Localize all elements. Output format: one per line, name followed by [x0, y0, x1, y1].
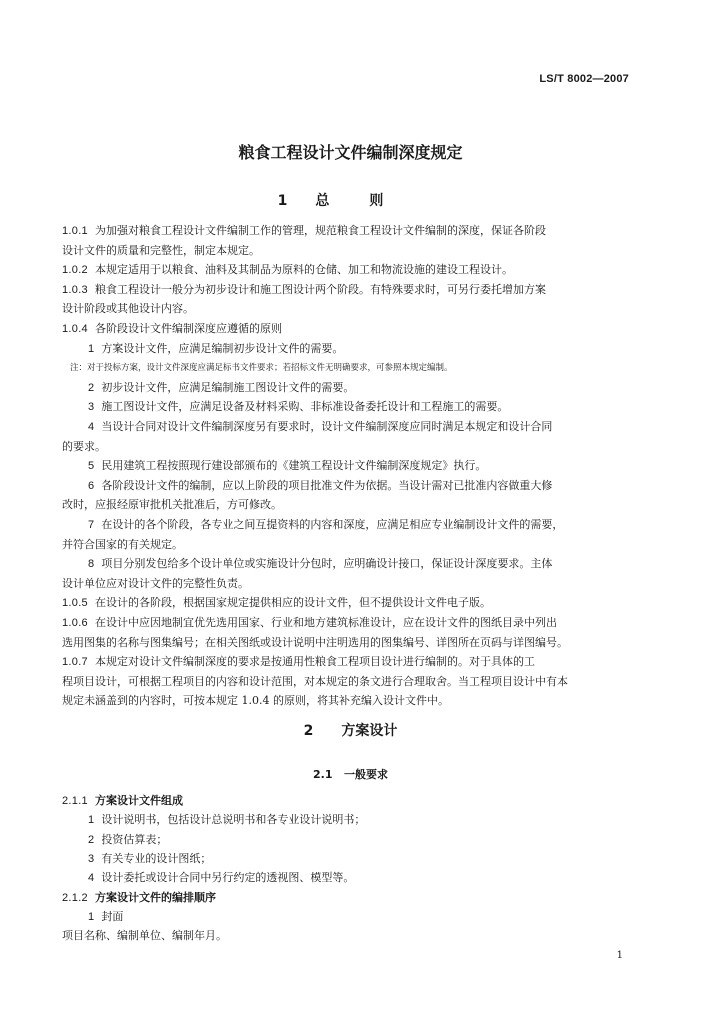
- clause-number: 4: [88, 421, 95, 433]
- note-line: [70, 361, 453, 375]
- clause-number: 1.0.3: [62, 283, 88, 296]
- clause-text: 设计单位应对设计文件的完整性负责。: [62, 576, 249, 590]
- clause-number: 2: [88, 833, 95, 846]
- clause-text: 初步设计文件，应满足编制施工图设计文件的需要。: [101, 380, 355, 394]
- clause-number: 1.0.6: [62, 617, 88, 629]
- clause-text: 规定未涵盖到的内容时，可按本规定 1.0.4 的原则，将其补充编入设计文件中。: [62, 694, 449, 708]
- clause-line: [88, 557, 640, 571]
- clause-text: 改时，应报经原审批机关批准后，方可修改。: [62, 498, 282, 512]
- clause-text: 本规定对设计文件编制深度的要求是按通用性粮食工程项目设计进行编制的。对于具体的工: [94, 655, 535, 669]
- clause-number: 3: [88, 852, 95, 865]
- continuation-line: [62, 302, 640, 316]
- clause-text: 粮食工程设计一般分为初步设计和施工图设计两个阶段。有特殊要求时，可另行委托增加方案: [94, 282, 546, 296]
- clause-text: 项目名称、编制单位、编制年月。: [62, 929, 227, 943]
- clause-number: 1: [88, 910, 95, 923]
- clause-text: 设计阶段或其他设计内容。: [62, 302, 194, 316]
- clause-line: [88, 852, 640, 866]
- chapter-1-heading: [0, 190, 701, 210]
- clause-number: 2.1.1: [62, 795, 88, 807]
- clause-line: [62, 283, 640, 297]
- clause-text: 本规定适用于以粮食、油料及其制品为原料的仓储、加工和物流设施的建设工程设计。: [94, 263, 513, 277]
- clause-number: 1.0.1: [62, 225, 88, 237]
- clause-number: 3: [88, 401, 95, 414]
- clause-text: 方案设计文件的编排顺序: [94, 890, 216, 904]
- clause-number: 8: [88, 558, 95, 571]
- clause-text: 设计委托或设计合同中另行约定的透视图、模型等。: [101, 871, 355, 885]
- continuation-line: [62, 244, 640, 258]
- continuation-line: [62, 675, 640, 689]
- document-title: 粮食工程设计文件编制深度规定: [238, 143, 463, 162]
- clause-line: [62, 794, 640, 808]
- clause-line: [88, 813, 640, 827]
- continuation-line: [62, 636, 640, 650]
- clause-line: [62, 322, 640, 336]
- clause-text: 各阶段设计文件编制深度应遵循的原则: [94, 322, 282, 335]
- clause-text: 在设计的各阶段，根据国家规定提供相应的设计文件，但不提供设计文件电子版。: [94, 596, 491, 610]
- clause-text: 方案设计文件组成: [94, 794, 183, 807]
- clause-text: 投资估算表；: [101, 832, 168, 846]
- clause-number: 1: [88, 814, 95, 827]
- clause-number: 6: [88, 479, 95, 492]
- section-2-1-title: 一般要求: [344, 768, 388, 781]
- clause-text: 各阶段设计文件的编制，应以上阶段的项目批准文件为依据。当设计需对已批准内容做重大修: [101, 478, 553, 492]
- section-2-1-number: 2.1: [313, 768, 333, 781]
- clause-text: 民用建筑工程按照现行建设部颁布的《建筑工程设计文件编制深度规定》执行。: [101, 459, 487, 473]
- standard-number: LS/T 8002—2007: [539, 73, 629, 85]
- clause-line: [62, 891, 640, 905]
- clause-number: 7: [88, 519, 95, 531]
- continuation-line: [62, 577, 640, 591]
- clause-number: 2: [88, 381, 95, 394]
- clause-text: 封面: [101, 909, 124, 923]
- chapter-2-number: 2: [303, 723, 314, 739]
- clause-text: 在设计中应因地制宜优先选用国家、行业和地方建筑标准设计，应在设计文件的图纸目录中列出: [94, 616, 557, 629]
- chapter-1-title: 总则: [315, 193, 424, 209]
- chapter-2-title: 方案设计: [341, 723, 398, 739]
- chapter-2-heading: [0, 720, 701, 740]
- clause-line: [62, 263, 640, 277]
- clause-number: 1.0.7: [62, 656, 88, 669]
- clause-line: [88, 479, 640, 493]
- clause-line: [88, 420, 640, 434]
- clause-text: 的要求。: [62, 439, 106, 453]
- clause-line: [88, 833, 640, 847]
- clause-number: 5: [88, 460, 95, 473]
- clause-text: 项目分别发包给多个设计单位或实施设计分包时，应明确设计接口，保证设计深度要求。主体: [101, 557, 553, 571]
- clause-text: 设计说明书，包括设计总说明书和各专业设计说明书；: [101, 813, 366, 827]
- section-2-1-heading: [0, 766, 701, 782]
- clause-number: 1.0.5: [62, 597, 88, 610]
- clause-text: 有关专业的设计图纸；: [101, 851, 212, 865]
- clause-line: [88, 459, 640, 473]
- continuation-line: [62, 538, 640, 552]
- clause-line: [88, 518, 640, 532]
- clause-line: [88, 400, 640, 414]
- clause-text: 当设计合同对设计文件编制深度另有要求时，设计文件编制深度应同时满足本规定和设计合同: [101, 420, 553, 433]
- clause-number: 2.1.2: [62, 891, 88, 904]
- continuation-line: [62, 929, 640, 943]
- clause-line: [88, 381, 640, 395]
- clause-line: [88, 910, 640, 924]
- clause-text: 方案设计文件，应满足编制初步设计文件的需要。: [101, 341, 344, 355]
- page-number: 1: [616, 950, 623, 961]
- clause-line: [62, 655, 640, 669]
- chapter-1-number: 1: [277, 193, 288, 209]
- clause-text: 并符合国家的有关规定。: [62, 537, 183, 551]
- clause-text: 在设计的各个阶段，各专业之间互提资料的内容和深度，应满足相应专业编制设计文件的需要，: [101, 518, 564, 531]
- clause-line: [62, 596, 640, 610]
- clause-text: 注：对于投标方案，设计文件深度应满足标书文件要求；若招标文件无明确要求，可参照本规定编制。: [70, 363, 453, 374]
- clause-number: 1.0.4: [62, 323, 88, 335]
- clause-text: 程项目设计，可根据工程项目的内容和设计范围，对本规定的条文进行合理取舍。当工程项目设计中有本: [62, 674, 568, 688]
- clause-line: [62, 224, 640, 238]
- clause-line: [62, 616, 640, 630]
- clause-number: 1: [88, 342, 95, 355]
- clause-line: [88, 342, 640, 356]
- continuation-line: [62, 440, 640, 454]
- clause-text: 选用图集的名称与图集编号；在相关图纸或设计说明中注明选用的图集编号、详图所在页码与详图编号。: [62, 635, 568, 649]
- clause-text: 施工图设计文件，应满足设备及材料采购、非标准设备委托设计和工程施工的需要。: [101, 400, 509, 414]
- continuation-line: [62, 498, 640, 512]
- continuation-line: [62, 694, 640, 708]
- clause-line: [88, 871, 640, 885]
- clause-number: 1.0.2: [62, 264, 88, 277]
- clause-text: 为加强对粮食工程设计文件编制工作的管理，规范粮食工程设计文件编制的深度，保证各阶段: [94, 224, 546, 237]
- clause-number: 4: [88, 872, 95, 885]
- clause-text: 设计文件的质量和完整性，制定本规定。: [62, 243, 260, 257]
